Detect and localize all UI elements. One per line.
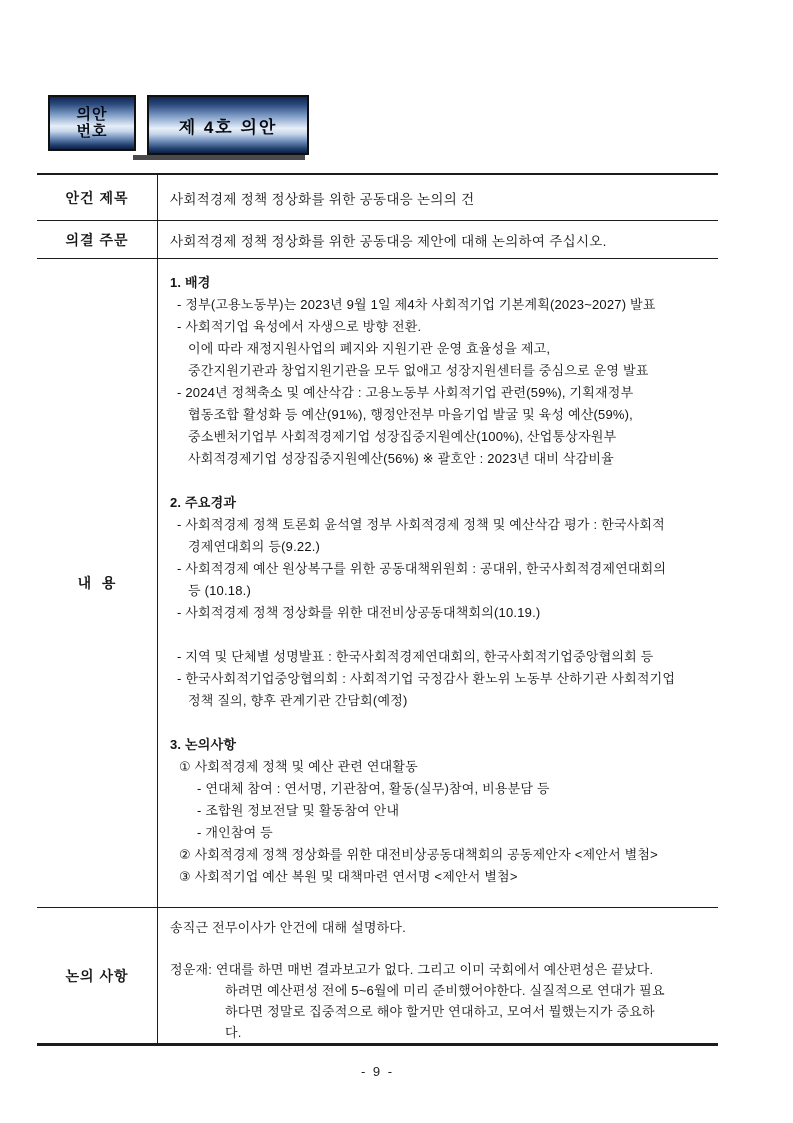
content-line: - 개인참여 등 <box>197 825 273 840</box>
content-line <box>170 470 714 492</box>
content-line: ① 사회적경제 정책 및 예산 관련 연대활동 <box>179 759 418 774</box>
content-line: - 정부(고용노동부)는 2023년 9월 1일 제4차 사회적기업 기본계획(2023~2027) 발표 <box>177 297 656 312</box>
row-content-discussion <box>158 908 718 1043</box>
row-content-resolution-order: 사회적경제 정책 정상화를 위한 공동대응 제안에 대해 논의하여 주십시오. <box>170 233 607 249</box>
agenda-number-label-line1: 의안 <box>76 106 108 123</box>
agenda-table <box>37 173 718 1046</box>
content-line: 3. 논의사항 <box>170 737 237 752</box>
content-line: - 사회적경제 예산 원상복구를 위한 공동대책위원회 : 공대위, 한국사회적경제연대회의 <box>177 561 667 576</box>
agenda-title-box <box>147 95 309 155</box>
content-line <box>170 624 714 646</box>
content-line: 중간지원기관과 창업지원기관을 모두 없애고 성장지원센터를 중심으로 운영 발표 <box>188 363 649 378</box>
agenda-number-box <box>48 95 136 151</box>
table-row-contents <box>37 259 718 908</box>
agenda-number-label-line2: 번호 <box>76 123 108 140</box>
content-line: - 사회적기업 육성에서 자생으로 방향 전환. <box>177 319 422 334</box>
content-line: 송직근 전무이사가 안건에 대해 설명하다. <box>170 920 406 935</box>
content-line: - 연대체 참여 : 연서명, 기관참여, 활동(실무)참여, 비용분담 등 <box>197 781 550 796</box>
page-number: - 9 - <box>360 1064 395 1079</box>
content-line: - 사회적경제 정책 토론회 윤석열 정부 사회적경제 정책 및 예산삭감 평가 : 한국사회적 <box>177 517 665 532</box>
content-line: ③ 사회적기업 예산 복원 및 대책마련 연서명 <제안서 별첨> <box>179 869 518 884</box>
content-line: 중소벤처기업부 사회적경제기업 성장집중지원예산(100%), 산업통상자원부 <box>188 429 617 444</box>
content-line: - 사회적경제 정책 정상화를 위한 대전비상공동대책회의(10.19.) <box>177 605 541 620</box>
table-row-agenda-title <box>37 175 718 221</box>
content-line: 2. 주요경과 <box>170 495 237 510</box>
content-line: - 조합원 정보전달 및 활동참여 안내 <box>197 803 400 818</box>
content-line: 하려면 예산편성 전에 5~6월에 미리 준비했어야한다. 실질적으로 연대가 필요 <box>225 983 665 998</box>
table-row-resolution-order <box>37 221 718 259</box>
content-line: 1. 배경 <box>170 275 211 290</box>
content-line: 정운재: 연대를 하면 매번 결과보고가 없다. 그리고 이미 국회에서 예산편성은 끝났다. <box>170 962 654 977</box>
table-row-discussion <box>37 908 718 1043</box>
content-line: 하다면 정말로 집중적으로 해야 할거만 연대하고, 모여서 뭘했는지가 중요하 <box>225 1004 655 1019</box>
row-label-discussion: 논의 사항 <box>37 908 158 1043</box>
row-content-contents <box>158 259 718 907</box>
content-line: 협동조합 활성화 등 예산(91%), 행정안전부 마을기업 발굴 및 육성 예산(59%), <box>188 407 633 422</box>
content-line: 다. <box>225 1025 242 1040</box>
content-line: 이에 따라 재정지원사업의 폐지와 지원기관 운영 효율성을 제고, <box>188 341 551 356</box>
row-label-agenda-title: 안건 제목 <box>37 175 158 220</box>
content-line: 정책 질의, 향후 관계기관 간담회(예정) <box>188 693 408 708</box>
row-content-agenda-title: 사회적경제 정책 정상화를 위한 공동대응 논의의 건 <box>170 191 475 207</box>
agenda-title: 제 4호 의안 <box>178 117 278 137</box>
row-label-resolution-order: 의결 주문 <box>37 221 158 258</box>
content-line <box>170 712 714 734</box>
content-line: 경제연대회의 등(9.22.) <box>188 539 321 554</box>
content-line: 등 (10.18.) <box>188 583 251 598</box>
row-label-contents: 내 용 <box>37 259 158 907</box>
content-line: ② 사회적경제 정책 정상화를 위한 대전비상공동대책회의 공동제안자 <제안서 별첨> <box>179 847 658 862</box>
content-line <box>170 938 714 959</box>
content-line: - 지역 및 단체별 성명발표 : 한국사회적경제연대회의, 한국사회적기업중앙협의회 등 <box>177 649 654 664</box>
page-footer <box>37 1064 718 1079</box>
agenda-header <box>48 95 309 155</box>
content-line: - 2024년 정책축소 및 예산삭감 : 고용노동부 사회적기업 관련(59%), 기획재정부 <box>177 385 634 400</box>
content-line: - 한국사회적기업중앙협의회 : 사회적기업 국정감사 환노위 노동부 산하기관 사회적기업 <box>177 671 676 686</box>
content-line: 사회적경제기업 성장집중지원예산(56%) ※ 괄호안 : 2023년 대비 삭감비율 <box>188 451 614 466</box>
